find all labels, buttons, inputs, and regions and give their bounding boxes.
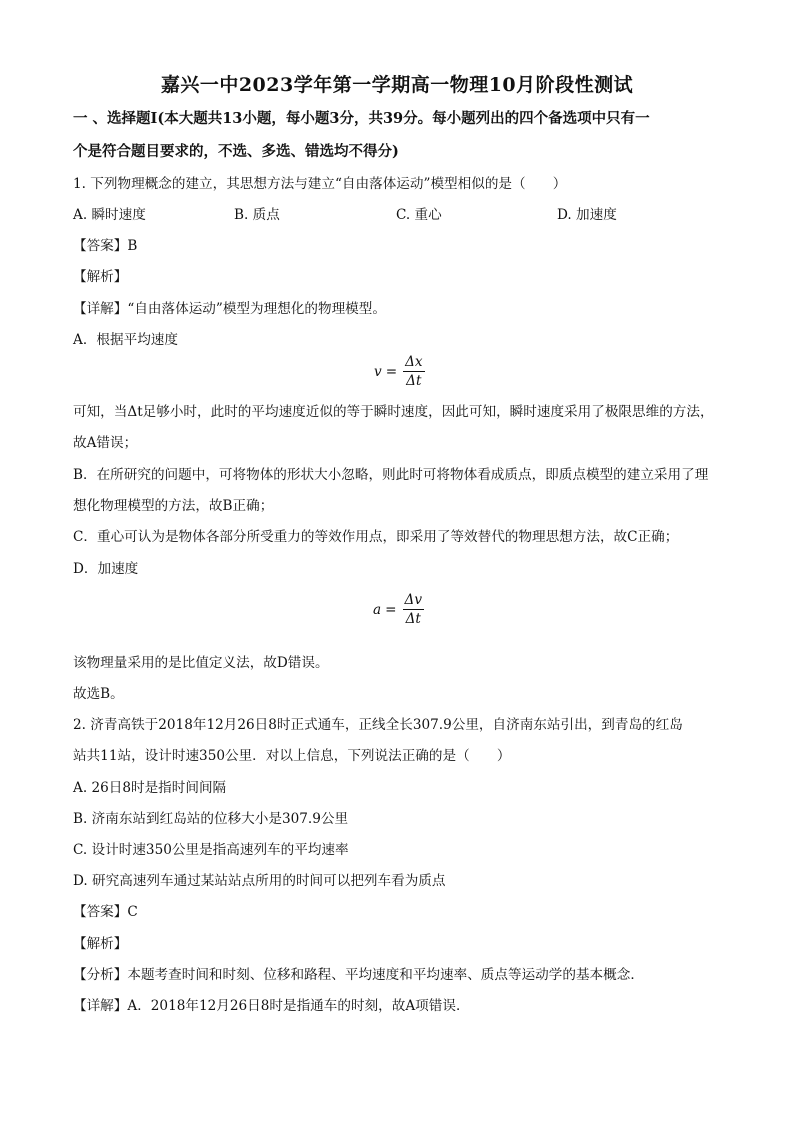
formula-2-variable: a <box>373 601 382 618</box>
formula-average-velocity <box>374 354 425 389</box>
q2-option-b: B. 济南东站到红岛站的位移大小是307.9公里 <box>73 811 349 827</box>
q1-option-b-explanation-line-2: 想化物理模型的方法，故B正确； <box>73 498 274 514</box>
q1-option-d-explanation: 该物理量采用的是比值定义法，故D错误。 <box>73 655 329 671</box>
q2-detail: 【详解】A．2018年12月26日8时是指通车的时刻，故A项错误． <box>73 998 470 1014</box>
q1-option-c: C. 重心 <box>396 207 442 223</box>
q1-option-c-explanation: C．重心可认为是物体各部分所受重力的等效作用点，即采用了等效替代的物理思想方法，故C正确； <box>73 529 679 545</box>
q1-answer: 【答案】B <box>73 238 138 254</box>
q1-option-a-explanation-line-1: 可知，当Δt足够小时，此时的平均速度近似的等于瞬时速度，因此可知，瞬时速度采用了极限思维的方法， <box>73 404 714 420</box>
formula-2-numerator: Δv <box>404 592 422 608</box>
formula-1-denominator: Δt <box>406 373 422 389</box>
q1-analysis-label: 【解析】 <box>73 269 128 285</box>
q2-stem-line-2: 站共11站，设计时速350公里．对以上信息，下列说法正确的是（ ） <box>73 748 511 764</box>
q1-option-b: B. 质点 <box>234 207 280 223</box>
formula-1-equals: = <box>385 363 398 380</box>
q1-option-d: D. 加速度 <box>557 207 617 223</box>
formula-acceleration <box>373 592 424 627</box>
q2-option-a: A. 26日8时是指时间间隔 <box>73 780 227 796</box>
q2-fenxi: 【分析】本题考查时间和时刻、位移和路程、平均速度和平均速率、质点等运动学的基本概念． <box>73 967 644 983</box>
q1-detail: 【详解】“自由落体运动”模型为理想化的物理模型。 <box>73 301 386 317</box>
q1-option-b-explanation-line-1: B．在所研究的问题中，可将物体的形状大小忽略，则此时可将物体看成质点，即质点模型的建立采用了理 <box>73 467 709 483</box>
formula-2-denominator: Δt <box>405 611 421 627</box>
q1-conclusion: 故选B。 <box>73 686 124 702</box>
q2-answer: 【答案】C <box>73 904 138 920</box>
q2-option-d: D. 研究高速列车通过某站站点所用的时间可以把列车看为质点 <box>73 873 446 889</box>
q1-stem: 1. 下列物理概念的建立，其思想方法与建立“自由落体运动”模型相似的是（ ） <box>73 176 567 192</box>
q1-option-a: A. 瞬时速度 <box>73 207 146 223</box>
formula-1-variable: v <box>374 363 382 380</box>
q1-option-a-explanation-head: A．根据平均速度 <box>73 332 178 348</box>
formula-1-numerator: Δx <box>405 354 423 370</box>
q1-option-a-explanation-line-2: 故A错误； <box>73 435 138 451</box>
q2-stem-line-1: 2. 济青高铁于2018年12月26日8时正式通车，正线全长307.9公里，自济南东站引出，到青岛的红岛 <box>73 717 683 733</box>
q1-option-d-explanation-head: D．加速度 <box>73 561 139 577</box>
page-title: 嘉兴一中2023学年第一学期高一物理10月阶段性测试 <box>160 74 634 96</box>
q2-option-c: C. 设计时速350公里是指高速列车的平均速率 <box>73 842 349 858</box>
formula-2-equals: = <box>385 601 397 618</box>
q2-analysis-label: 【解析】 <box>73 936 128 952</box>
section-heading-line-2: 个是符合题目要求的，不选、多选、错选均不得分) <box>73 143 399 160</box>
section-heading-line-1: 一 、选择题Ⅰ(本大题共13小题，每小题3分，共39分。每小题列出的四个备选项中只有一 <box>73 110 650 127</box>
